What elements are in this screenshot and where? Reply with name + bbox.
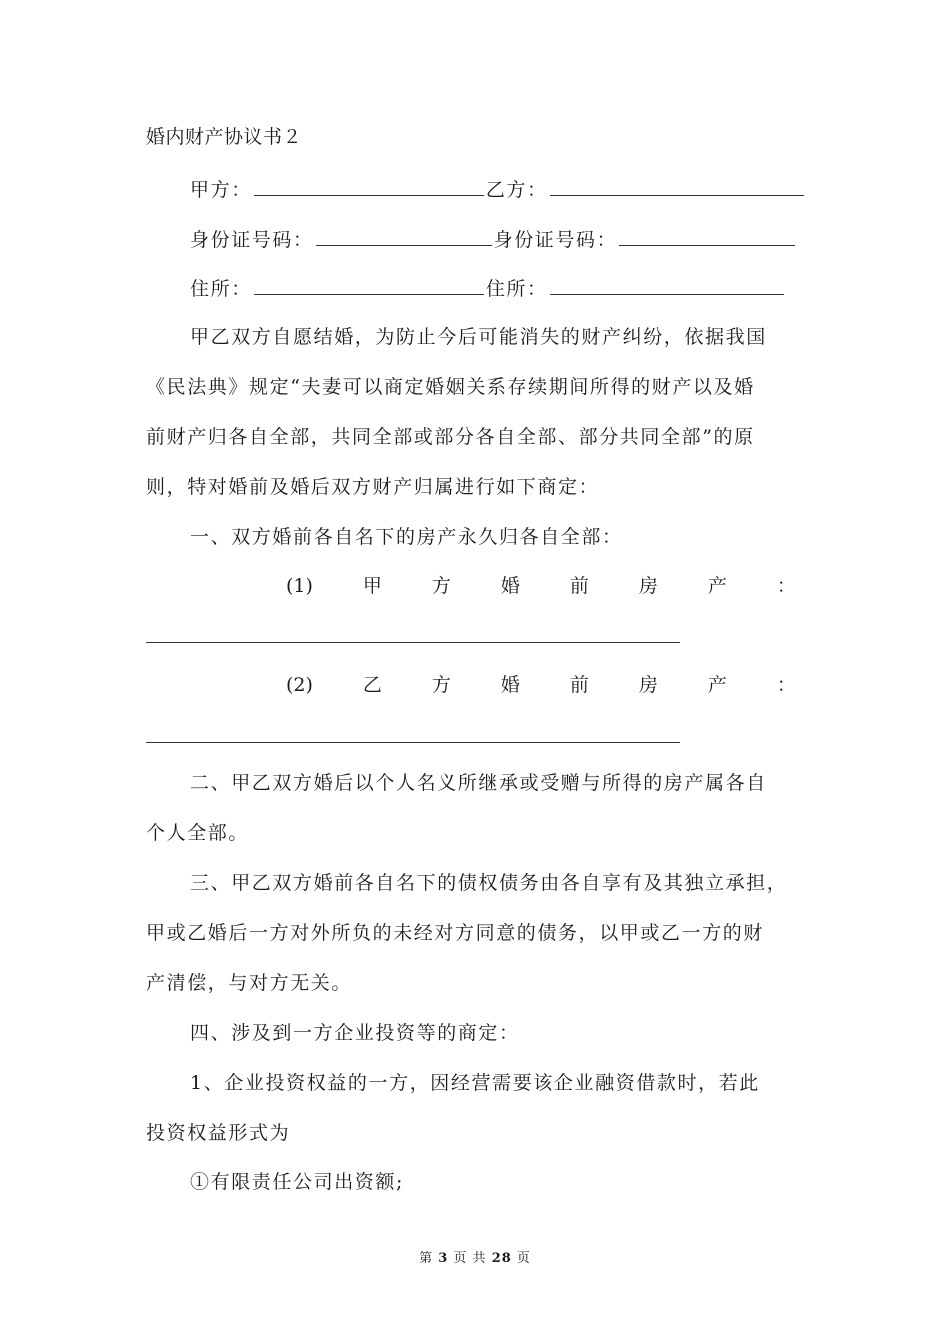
item-2-char: 方: [431, 674, 451, 696]
item-2-char: ：: [776, 674, 796, 696]
item-2-char: 婚: [500, 674, 520, 696]
section-3-line-2: 甲或乙婚后一方对外所负的未经对方同意的债务，以甲或乙一方的财: [146, 922, 765, 944]
intro-line-4: 则，特对婚前及婚后双方财产归属进行如下商定：: [146, 476, 600, 498]
item-1-char: 前: [569, 575, 589, 597]
address-b-blank: [550, 275, 784, 295]
document-title: 婚内财产协议书２: [146, 126, 303, 148]
intro-line-1: 甲乙双方自愿结婚，为防止今后可能消失的财产纠纷，依据我国: [190, 326, 767, 348]
item-1-char: 甲: [362, 575, 382, 597]
item-2-char: 房: [638, 674, 658, 696]
item-2-char: (2): [286, 674, 313, 696]
party-row: [190, 176, 806, 203]
item-2-char: 乙: [362, 674, 382, 696]
id-b-blank: [619, 226, 795, 246]
section-2-line-2: 个人全部。: [146, 822, 250, 844]
item-1-line: [286, 573, 796, 599]
section-2-line-1: 二、甲乙双方婚后以个人名义所继承或受赠与所得的房产属各自: [190, 772, 767, 794]
intro-line-2: 《民法典》规定“夫妻可以商定婚姻关系存续期间所得的财产以及婚: [146, 376, 755, 398]
item-1-char: (1): [286, 575, 313, 597]
section-4-item-1-line-1: 1、企业投资权益的一方，因经营需要该企业融资借款时，若此: [190, 1072, 760, 1094]
section-4-item-1-line-2: 投资权益形式为: [146, 1122, 291, 1144]
section-3-line-1: 三、甲乙双方婚前各自名下的债权债务由各自享有及其独立承担，: [190, 872, 788, 894]
id-label-b: 身份证号码：: [493, 229, 618, 251]
item-1-blank-line: [146, 642, 680, 643]
footer-current-page: 3: [438, 1251, 449, 1266]
item-2-char: 产: [707, 674, 727, 696]
party-b-blank: [550, 176, 804, 196]
section-1-heading: 一、双方婚前各自名下的房产永久归各自全部：: [190, 526, 623, 548]
section-3-line-3: 产清偿，与对方无关。: [146, 972, 353, 994]
footer-middle: 页 共: [453, 1251, 487, 1266]
item-2-line: [286, 672, 796, 698]
page-footer: [0, 1250, 950, 1268]
address-row: [190, 275, 786, 302]
item-1-char: 方: [431, 575, 451, 597]
id-a-blank: [316, 226, 492, 246]
party-b-label: 乙方：: [485, 179, 548, 201]
section-4-sub-item-1: ①有限责任公司出资额;: [190, 1171, 405, 1193]
address-label-b: 住所：: [485, 278, 548, 300]
footer-suffix: 页: [516, 1251, 531, 1266]
item-2-char: 前: [569, 674, 589, 696]
item-2-blank-line: [146, 742, 680, 743]
party-a-label: 甲方：: [190, 179, 252, 201]
footer-total-pages: 28: [491, 1251, 512, 1266]
id-row: [190, 226, 797, 253]
item-1-char: 婚: [500, 575, 520, 597]
party-a-blank: [254, 176, 484, 196]
footer-prefix: 第: [419, 1251, 434, 1266]
intro-line-3: 前财产归各自全部，共同全部或部分各自全部、部分共同全部”的原: [146, 426, 755, 448]
item-1-char: ：: [776, 575, 796, 597]
item-1-char: 房: [638, 575, 658, 597]
address-a-blank: [254, 275, 484, 295]
section-4-heading: 四、涉及到一方企业投资等的商定：: [190, 1022, 520, 1044]
item-1-char: 产: [707, 575, 727, 597]
id-label-a: 身份证号码：: [190, 229, 314, 251]
address-label-a: 住所：: [190, 278, 252, 300]
